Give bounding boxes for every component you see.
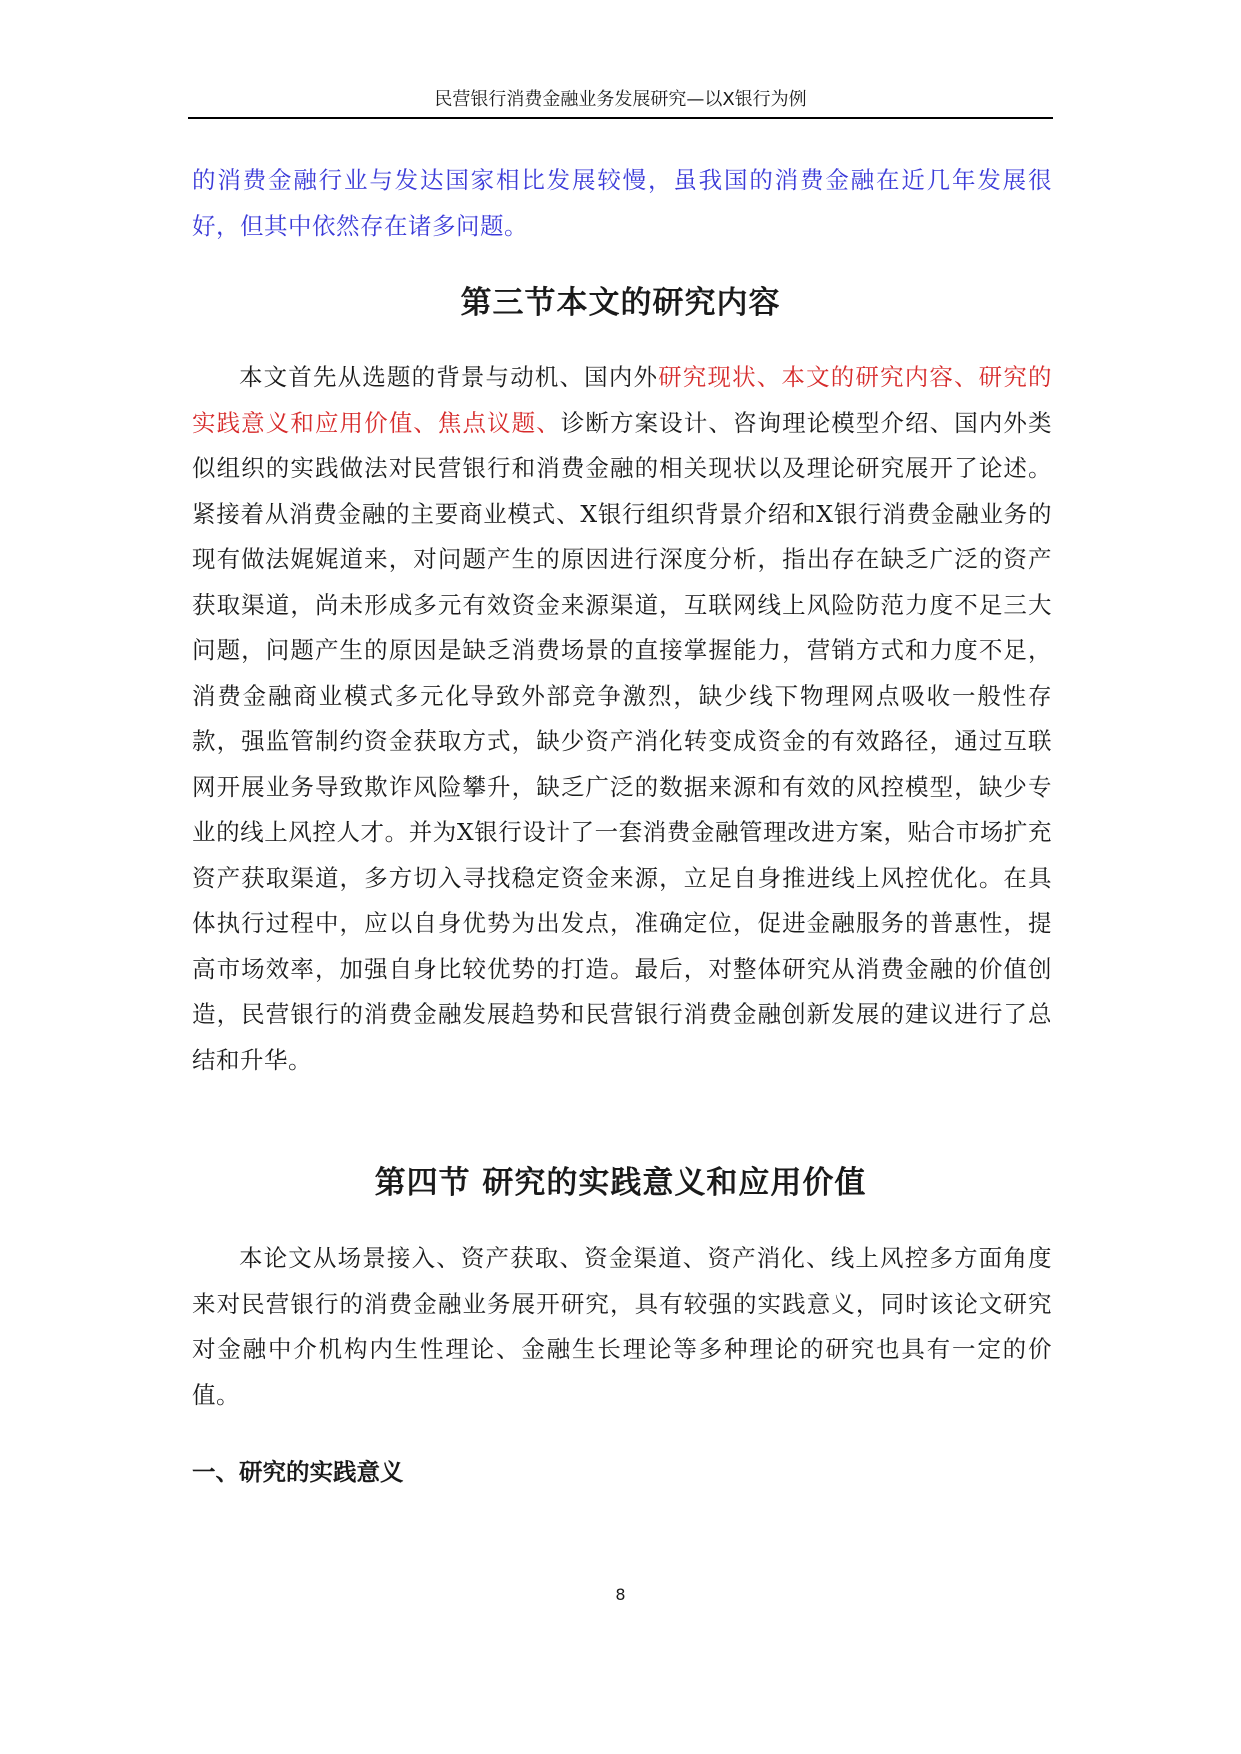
continued-paragraph: 的消费金融行业与发达国家相比发展较慢，虽我国的消费金融在近几年发展很好，但其中依然存在诸多问题。 (192, 166, 1052, 240)
section-3-text-part2: 诊断方案设计、咨询理论模型介绍、国内外类似组织的实践做法对民营银行和消费金融的相关现状以及理论研究展开了论述。紧接着从消费金融的主要商业模式、X银行组织背景介绍和X银行消费金融业务的现有做法娓娓道来，对问题产生的原因进行深度分析，指出存在缺乏广泛的资产获取渠道，尚未形成多元有效资金来源渠道，互联网线上风险防范力度不足三大问题，问题产生的原因是缺乏消费场景的直接掌握能力，营销方式和力度不足，消费金融商业模式多元化导致外部竞争激烈，缺少线下物理网点吸收一般性存款，强监管制约资金获取方式，缺少资产消化转变成资金的有效路径，通过互联网开展业务导致欺诈风险攀升，缺乏广泛的数据来源和有效的风控模型，缺少专业的线上风控人才。并为X银行设计了一套消费金融管理改进方案，贴合市场扩充资产获取渠道，多方切入寻找稳定资金来源，立足自身推进线上风控优化。在具体执行过程中，应以自身优势为出发点，准确定位，促进金融服务的普惠性，提高市场效率，加强自身比较优势的打造。最后，对整体研究从消费金融的价值创造，民营银行的消费金融发展趋势和民营银行消费金融创新发展的建议进行了总结和升华。 (192, 408, 1053, 1074)
page-number: 8 (615, 1585, 626, 1604)
section-3-highlight: 研究现状、本文的研究内容、研究的实践意义和应用价值、焦点议题、 (192, 363, 1052, 437)
section-3-title: 第三节本文的研究内容 (460, 285, 781, 321)
section-4-title: 第四节 研究的实践意义和应用价值 (374, 1165, 867, 1201)
section-3-paragraph (192, 355, 1052, 1083)
running-header: 民营银行消费金融业务发展研究—以X银行为例 (434, 89, 807, 110)
section-4-subheading: 一、研究的实践意义 (192, 1458, 404, 1486)
section-3-text-part1: 本文首先从选题的背景与动机、国内外 (239, 363, 659, 391)
section-4-paragraph: 本论文从场景接入、资产获取、资金渠道、资产消化、线上风控多方面角度来对民营银行的消费金融业务展开研究，具有较强的实践意义，同时该论文研究对金融中介机构内生性理论、金融生长理论等多种理论的研究也具有一定的价值。 (192, 1244, 1052, 1409)
header-rule (188, 117, 1053, 119)
